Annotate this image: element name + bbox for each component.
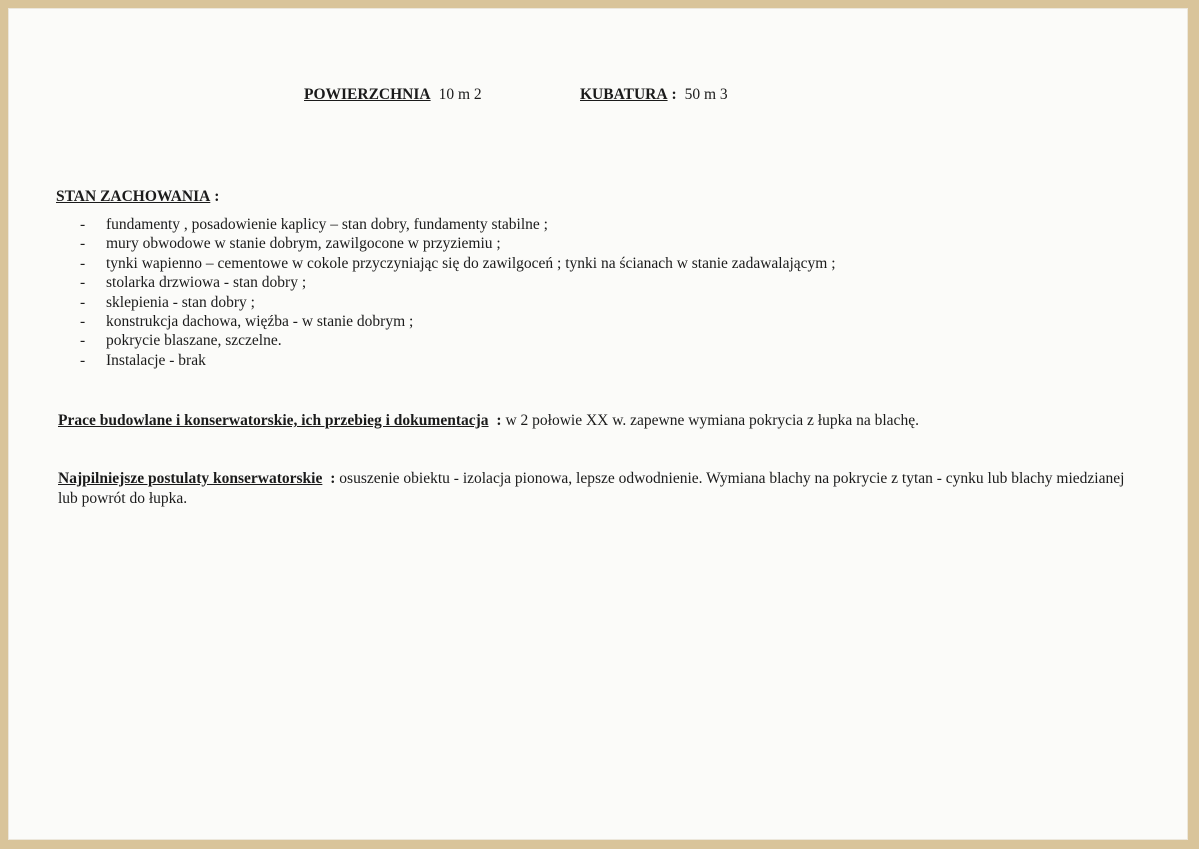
list-item-text: Instalacje - brak xyxy=(106,351,206,369)
volume-label: KUBATURA xyxy=(580,86,668,103)
list-dash: - xyxy=(80,293,86,311)
list-item-text: stolarka drzwiowa - stan dobry ; xyxy=(106,274,307,292)
list-item xyxy=(80,254,836,273)
list-item-text: tynki wapienno – cementowe w cokole przyczyniając się do zawilgoceń ; tynki na ścianach w stanie zadawalającym ; xyxy=(106,254,836,272)
list-item-text: fundamenty , posadowienie kaplicy – stan dobry, fundamenty stabilne ; xyxy=(106,216,548,233)
document-page xyxy=(8,8,1188,840)
area-field xyxy=(304,86,482,104)
list-item xyxy=(80,312,836,331)
volume-value: 50 m 3 xyxy=(684,86,728,103)
list-dash: - xyxy=(80,254,86,272)
area-value: 10 m 2 xyxy=(438,86,482,103)
list-item xyxy=(80,351,836,370)
list-item-text: pokrycie blaszane, szczelne. xyxy=(106,332,282,350)
list-dash: - xyxy=(80,332,86,350)
list-item xyxy=(80,234,836,253)
list-item xyxy=(80,331,836,350)
list-dash: - xyxy=(80,216,86,233)
list-dash: - xyxy=(80,235,86,253)
list-item-text: konstrukcja dachowa, więźba - w stanie dobrym ; xyxy=(106,313,414,331)
list-item-text: mury obwodowe w stanie dobrym, zawilgocone w przyziemiu ; xyxy=(106,235,501,253)
list-item xyxy=(80,273,836,292)
condition-title: STAN ZACHOWANIA xyxy=(56,188,211,205)
volume-field xyxy=(580,86,728,104)
condition-list xyxy=(80,215,836,370)
volume-colon: : xyxy=(671,86,677,103)
list-item-text: sklepienia - stan dobry ; xyxy=(106,293,255,311)
list-dash: - xyxy=(80,313,86,331)
works-text: w 2 połowie XX w. zapewne wymiana pokrycia z łupka na blachę. xyxy=(505,412,919,429)
list-dash: - xyxy=(80,351,86,369)
list-item xyxy=(80,293,836,312)
postulates-text: osuszenie obiektu - izolacja pionowa, lepsze odwodnienie. Wymiana blachy na pokrycie z tytan - cynku lub blachy miedzianej lub powrót do łupka. xyxy=(58,470,1125,507)
condition-heading xyxy=(56,188,219,206)
postulates-paragraph xyxy=(58,469,1128,509)
postulates-colon: : xyxy=(330,470,336,487)
works-colon: : xyxy=(496,412,502,429)
condition-colon: : xyxy=(214,188,220,205)
list-dash: - xyxy=(80,274,86,292)
area-label: POWIERZCHNIA xyxy=(304,86,431,103)
list-item xyxy=(80,215,836,234)
works-paragraph xyxy=(58,411,1158,431)
postulates-label: Najpilniejsze postulaty konserwatorskie xyxy=(58,470,323,487)
works-label: Prace budowlane i konserwatorskie, ich przebieg i dokumentacja xyxy=(58,412,489,429)
